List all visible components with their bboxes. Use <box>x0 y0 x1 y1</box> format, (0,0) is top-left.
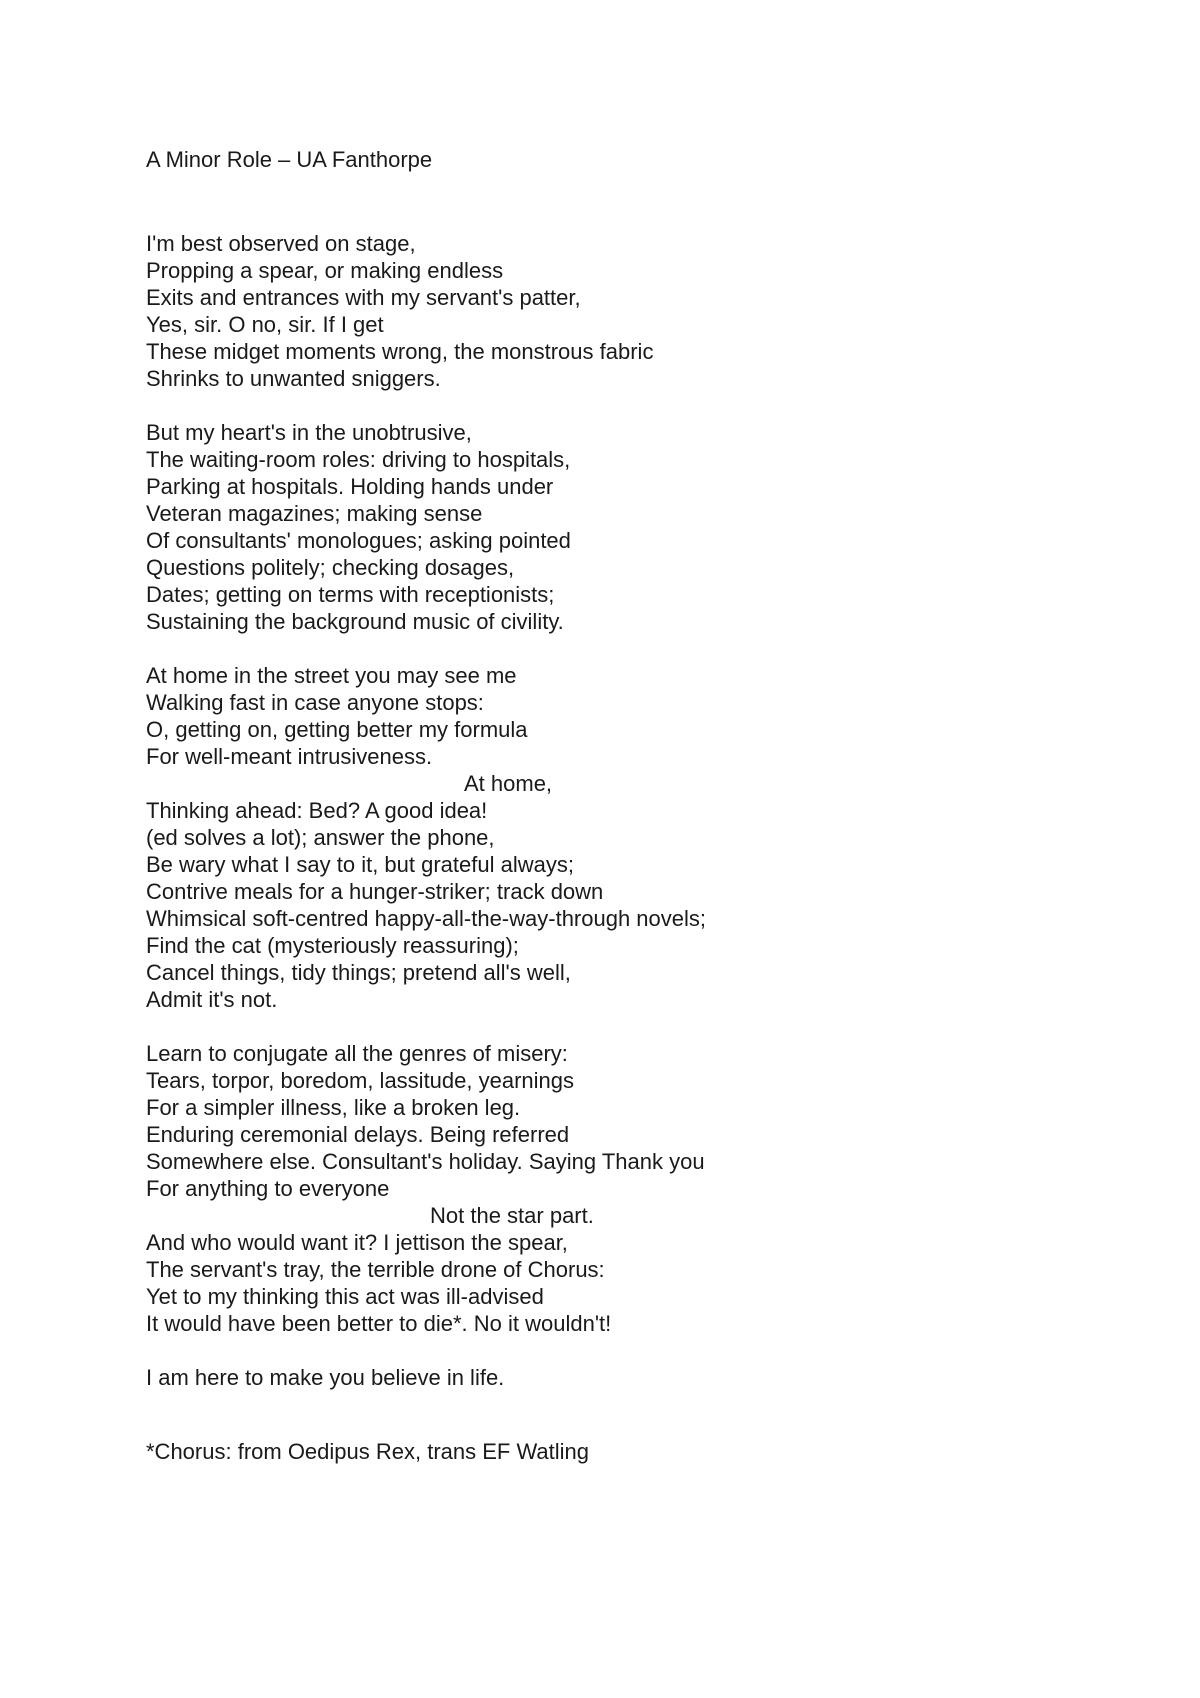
poem-line: Dates; getting on terms with receptionists; <box>146 582 555 607</box>
poem-line: Propping a spear, or making endless <box>146 258 504 283</box>
poem-line: Yes, sir. O no, sir. If I get <box>146 312 384 337</box>
poem-line: Contrive meals for a hunger-striker; track down <box>146 879 604 904</box>
poem-line: For a simpler illness, like a broken leg. <box>146 1095 521 1120</box>
stanza-gap <box>146 1337 1146 1364</box>
poem-line: Yet to my thinking this act was ill-advised <box>146 1284 544 1309</box>
poem-title: A Minor Role – UA Fanthorpe <box>146 147 433 172</box>
poem-line: Cancel things, tidy things; pretend all's well, <box>146 960 571 985</box>
poem-line: Shrinks to unwanted sniggers. <box>146 366 441 391</box>
poem-line: O, getting on, getting better my formula <box>146 717 528 742</box>
poem-line-indented: At home, <box>464 771 553 796</box>
poem-line: Walking fast in case anyone stops: <box>146 690 484 715</box>
poem-line: The waiting-room roles: driving to hospitals, <box>146 447 571 472</box>
poem-line: Of consultants' monologues; asking pointed <box>146 528 571 553</box>
poem-line: For anything to everyone <box>146 1176 390 1201</box>
poem-line: Sustaining the background music of civility. <box>146 609 564 634</box>
stanza <box>146 1040 1146 1337</box>
poem-line: But my heart's in the unobtrusive, <box>146 420 472 445</box>
poem-line: Parking at hospitals. Holding hands under <box>146 474 554 499</box>
poem-line: At home in the street you may see me <box>146 663 517 688</box>
stanza <box>146 662 1146 1013</box>
poem-line: And who would want it? I jettison the spear, <box>146 1230 568 1255</box>
poem-line: I'm best observed on stage, <box>146 231 416 256</box>
stanza-gap <box>146 392 1146 419</box>
poem-line: Tears, torpor, boredom, lassitude, yearnings <box>146 1068 575 1093</box>
poem-line: For well-meant intrusiveness. <box>146 744 433 769</box>
poem-line: Be wary what I say to it, but grateful always; <box>146 852 574 877</box>
poem-line: Exits and entrances with my servant's patter, <box>146 285 581 310</box>
poem-line: I am here to make you believe in life. <box>146 1365 505 1390</box>
stanza <box>146 419 1146 635</box>
poem-line: Somewhere else. Consultant's holiday. Saying Thank you <box>146 1149 705 1174</box>
poem-line-indented: Not the star part. <box>430 1203 594 1228</box>
poem-line: Veteran magazines; making sense <box>146 501 483 526</box>
poem-line: The servant's tray, the terrible drone of Chorus: <box>146 1257 605 1282</box>
poem-line: Whimsical soft-centred happy-all-the-way-through novels; <box>146 906 707 931</box>
poem-line: Learn to conjugate all the genres of misery: <box>146 1041 568 1066</box>
poem-line: These midget moments wrong, the monstrous fabric <box>146 339 654 364</box>
poem-line: Enduring ceremonial delays. Being referred <box>146 1122 570 1147</box>
poem-line: Questions politely; checking dosages, <box>146 555 515 580</box>
poem-line: Find the cat (mysteriously reassuring); <box>146 933 519 958</box>
stanza <box>146 1364 1146 1391</box>
poem-line: It would have been better to die*. No it wouldn't! <box>146 1311 612 1336</box>
poem-line: Admit it's not. <box>146 987 278 1012</box>
footnote: *Chorus: from Oedipus Rex, trans EF Watling <box>146 1439 590 1464</box>
stanza <box>146 230 1146 392</box>
stanza-gap <box>146 1013 1146 1040</box>
poem-line: Thinking ahead: Bed? A good idea! <box>146 798 488 823</box>
poem-body <box>146 230 1146 1391</box>
stanza-gap <box>146 635 1146 662</box>
poem-line: (ed solves a lot); answer the phone, <box>146 825 495 850</box>
